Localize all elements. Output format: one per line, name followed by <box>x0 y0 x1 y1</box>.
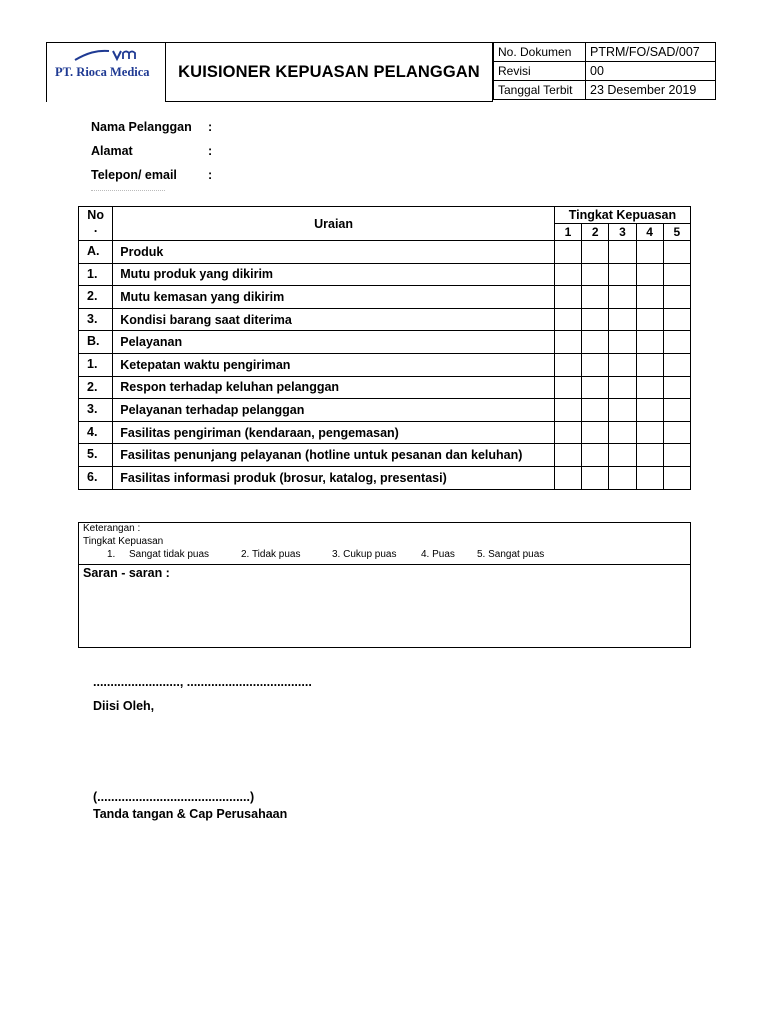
score-cell-3[interactable] <box>609 308 636 331</box>
meta-row <box>494 43 716 62</box>
row-description: Fasilitas informasi produk (brosur, katalog, presentasi) <box>113 466 555 489</box>
header-top-border <box>46 42 166 43</box>
company-logo <box>47 43 165 101</box>
score-header: 4 <box>636 224 663 241</box>
score-cell-4[interactable] <box>636 241 663 264</box>
meta-row <box>494 81 716 100</box>
field-colon[interactable]: : <box>208 120 213 134</box>
score-cell-3[interactable] <box>609 263 636 286</box>
score-cell-5[interactable] <box>663 263 690 286</box>
column-header-uraian: Uraian <box>113 207 555 241</box>
scale-legend <box>107 549 544 560</box>
score-cell-2[interactable] <box>582 444 609 467</box>
score-cell-5[interactable] <box>663 308 690 331</box>
score-cell-1[interactable] <box>554 421 581 444</box>
column-header-no: No . <box>79 207 113 241</box>
row-description: Kondisi barang saat diterima <box>113 308 555 331</box>
score-cell-2[interactable] <box>582 399 609 422</box>
field-label-telepon: Telepon/ email <box>91 168 177 182</box>
score-cell-4[interactable] <box>636 466 663 489</box>
table-section-row <box>79 241 691 264</box>
score-cell-3[interactable] <box>609 376 636 399</box>
keterangan-title: Keterangan : <box>83 523 141 534</box>
score-cell-4[interactable] <box>636 421 663 444</box>
row-number: 6. <box>79 466 113 489</box>
table-row <box>79 376 691 399</box>
score-cell-3[interactable] <box>609 444 636 467</box>
scale-item: 2. Tidak puas <box>241 549 301 560</box>
score-cell-2[interactable] <box>582 331 609 354</box>
score-cell-3[interactable] <box>609 466 636 489</box>
section-title: Pelayanan <box>113 331 555 354</box>
meta-label: Tanggal Terbit <box>494 81 586 100</box>
field-colon[interactable]: : <box>208 144 213 158</box>
row-number: 2. <box>79 286 113 309</box>
meta-label: Revisi <box>494 62 586 81</box>
score-cell-1[interactable] <box>554 263 581 286</box>
scale-item: 1. <box>107 549 116 560</box>
scale-item: 4. Puas <box>421 549 455 560</box>
column-header-rating: Tingkat Kepuasan <box>554 207 690 224</box>
score-cell-5[interactable] <box>663 399 690 422</box>
score-cell-4[interactable] <box>636 353 663 376</box>
row-number: 3. <box>79 399 113 422</box>
row-description: Fasilitas pengiriman (kendaraan, pengemasan) <box>113 421 555 444</box>
score-cell-1[interactable] <box>554 331 581 354</box>
row-description: Pelayanan terhadap pelanggan <box>113 399 555 422</box>
score-cell-1[interactable] <box>554 286 581 309</box>
score-cell-2[interactable] <box>582 308 609 331</box>
table-row <box>79 263 691 286</box>
score-cell-2[interactable] <box>582 466 609 489</box>
field-colon[interactable]: : <box>208 168 213 182</box>
table-row <box>79 444 691 467</box>
document-title: KUISIONER KEPUASAN PELANGGAN <box>178 62 480 81</box>
score-header: 5 <box>663 224 690 241</box>
satisfaction-table <box>78 206 691 490</box>
score-cell-4[interactable] <box>636 331 663 354</box>
score-cell-2[interactable] <box>582 376 609 399</box>
row-description: Mutu kemasan yang dikirim <box>113 286 555 309</box>
table-row <box>79 353 691 376</box>
table-row <box>79 399 691 422</box>
score-cell-2[interactable] <box>582 241 609 264</box>
table-row <box>79 308 691 331</box>
table-row <box>79 466 691 489</box>
place-date-line[interactable]: ........................., .................................... <box>93 675 312 689</box>
field-label-alamat: Alamat <box>91 144 133 158</box>
table-row <box>79 286 691 309</box>
divider <box>91 190 165 191</box>
meta-value: PTRM/FO/SAD/007 <box>586 43 716 62</box>
score-cell-5[interactable] <box>663 421 690 444</box>
score-header: 3 <box>609 224 636 241</box>
notes-divider <box>78 564 691 565</box>
score-cell-2[interactable] <box>582 286 609 309</box>
score-cell-1[interactable] <box>554 444 581 467</box>
meta-row <box>494 62 716 81</box>
table-header-row <box>79 207 691 224</box>
meta-label: No. Dokumen <box>494 43 586 62</box>
meta-value: 23 Desember 2019 <box>586 81 716 100</box>
row-description: Fasilitas penunjang pelayanan (hotline untuk pesanan dan keluhan) <box>113 444 555 467</box>
score-cell-2[interactable] <box>582 263 609 286</box>
signature-caption: Tanda tangan & Cap Perusahaan <box>93 807 288 821</box>
score-cell-1[interactable] <box>554 376 581 399</box>
score-cell-4[interactable] <box>636 286 663 309</box>
keterangan-subtitle: Tingkat Kepuasan <box>83 536 164 547</box>
score-cell-4[interactable] <box>636 308 663 331</box>
row-description: Mutu produk yang dikirim <box>113 263 555 286</box>
row-description: Ketepatan waktu pengiriman <box>113 353 555 376</box>
score-cell-1[interactable] <box>554 466 581 489</box>
score-header: 2 <box>582 224 609 241</box>
signature-name-line[interactable]: (............................................) <box>93 790 255 804</box>
score-cell-4[interactable] <box>636 444 663 467</box>
score-cell-1[interactable] <box>554 308 581 331</box>
score-cell-1[interactable] <box>554 241 581 264</box>
score-cell-3[interactable] <box>609 241 636 264</box>
row-number: 4. <box>79 421 113 444</box>
score-cell-3[interactable] <box>609 331 636 354</box>
score-cell-2[interactable] <box>582 421 609 444</box>
score-cell-5[interactable] <box>663 286 690 309</box>
row-number: A. <box>79 241 113 264</box>
row-number: 5. <box>79 444 113 467</box>
score-cell-4[interactable] <box>636 399 663 422</box>
score-header: 1 <box>554 224 581 241</box>
document-meta-table <box>493 42 716 100</box>
score-cell-5[interactable] <box>663 241 690 264</box>
score-cell-3[interactable] <box>609 421 636 444</box>
table-section-row <box>79 331 691 354</box>
score-cell-5[interactable] <box>663 466 690 489</box>
score-cell-5[interactable] <box>663 444 690 467</box>
score-cell-3[interactable] <box>609 286 636 309</box>
score-cell-5[interactable] <box>663 331 690 354</box>
scale-item: Sangat tidak puas <box>129 549 210 560</box>
row-number: B. <box>79 331 113 354</box>
scale-item: 3. Cukup puas <box>332 549 397 560</box>
score-cell-1[interactable] <box>554 399 581 422</box>
table-row <box>79 421 691 444</box>
score-cell-5[interactable] <box>663 376 690 399</box>
logo-mark-icon <box>73 47 143 63</box>
title-box <box>165 42 493 102</box>
score-cell-3[interactable] <box>609 353 636 376</box>
row-number: 1. <box>79 353 113 376</box>
score-cell-4[interactable] <box>636 376 663 399</box>
section-title: Produk <box>113 241 555 264</box>
field-label-nama: Nama Pelanggan <box>91 120 192 134</box>
row-number: 3. <box>79 308 113 331</box>
saran-label: Saran - saran : <box>83 566 170 580</box>
score-cell-5[interactable] <box>663 353 690 376</box>
row-number: 2. <box>79 376 113 399</box>
score-cell-2[interactable] <box>582 353 609 376</box>
score-cell-3[interactable] <box>609 399 636 422</box>
company-name: PT. Rioca Medica <box>55 65 150 79</box>
row-number: 1. <box>79 263 113 286</box>
filled-by-label: Diisi Oleh, <box>93 699 155 713</box>
row-description: Respon terhadap keluhan pelanggan <box>113 376 555 399</box>
score-cell-4[interactable] <box>636 263 663 286</box>
saran-input-area[interactable] <box>80 582 688 644</box>
scale-item: 5. Sangat puas <box>477 549 545 560</box>
score-cell-1[interactable] <box>554 353 581 376</box>
meta-value: 00 <box>586 62 716 81</box>
